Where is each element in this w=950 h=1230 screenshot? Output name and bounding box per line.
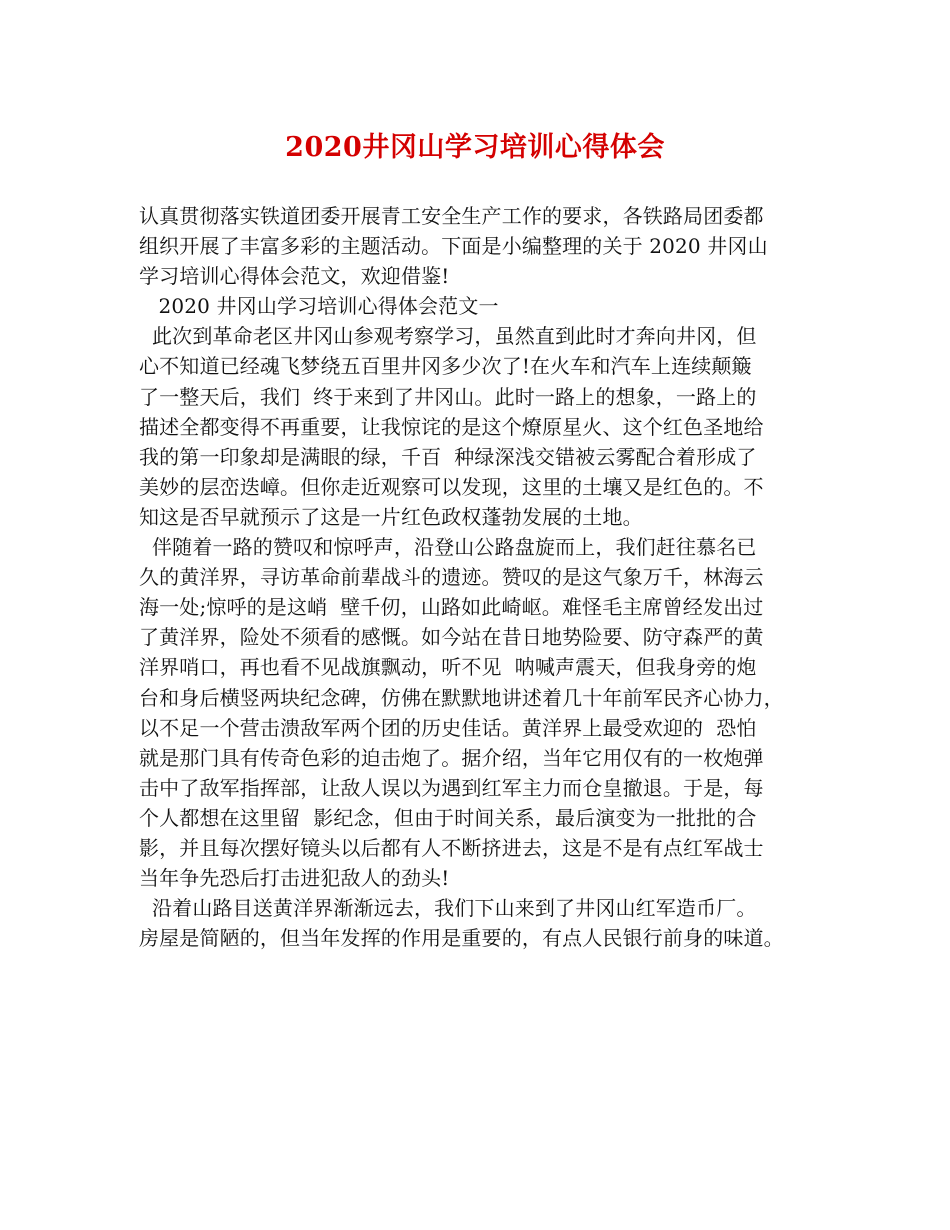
- text-line: 房屋是简陋的，但当年发挥的作用是重要的，有点人民银行前身的味道。: [139, 926, 784, 951]
- text-line: 个人都想在这里留 影纪念，但由于时间关系，最后演变为一批批的合: [139, 805, 757, 830]
- text-line: 影，并且每次摆好镜头以后都有人不断挤进去，这是不是有点红军战士: [139, 835, 764, 860]
- text-line: 沿着山路目送黄洋界渐渐远去，我们下山来到了井冈山红军造币厂。: [139, 896, 757, 921]
- text-line: 台和身后横竖两块纪念碑，仿佛在默默地讲述着几十年前军民齐心协力，: [139, 685, 784, 710]
- text-line: 此次到革命老区井冈山参观考察学习，虽然直到此时才奔向井冈，但: [139, 324, 757, 349]
- text-line: 海一处;惊呼的是这峭 壁千仞，山路如此崎岖。难怪毛主席曾经发出过: [139, 595, 764, 620]
- text-line: 描述全都变得不再重要，让我惊诧的是这个燎原星火、这个红色圣地给: [139, 414, 764, 439]
- document-body: [139, 201, 821, 953]
- text-line: 伴随着一路的赞叹和惊呼声，沿登山公路盘旋而上，我们赶往慕名已: [139, 535, 757, 560]
- text-line: 击中了敌军指挥部，让敌人误以为遇到红军主力而仓皇撤退。于是，每: [139, 775, 764, 800]
- text-line: 洋界哨口，再也看不见战旗飘动，听不见 呐喊声震天，但我身旁的炮: [139, 655, 757, 680]
- text-line: 当年争先恐后打击进犯敌人的劲头!: [139, 866, 450, 891]
- text-line: 知这是否早就预示了这是一片红色政权蓬勃发展的土地。: [139, 504, 643, 529]
- text-line: 以不足一个营击溃敌军两个团的历史佳话。黄洋界上最受欢迎的 恐怕: [139, 715, 757, 740]
- text-line: 就是那门具有传奇色彩的迫击炮了。据介绍，当年它用仅有的一枚炮弹: [139, 745, 764, 770]
- text-line: 认真贯彻落实铁道团委开展青工安全生产工作的要求，各铁路局团委都: [139, 204, 764, 228]
- text-line: 心不知道已经魂飞梦绕五百里井冈多少次了!在火车和汽车上连续颠簸: [139, 354, 752, 379]
- text-line: 久的黄洋界，寻访革命前辈战斗的遗迹。赞叹的是这气象万千，林海云: [139, 565, 764, 590]
- text-line: 2020 井冈山学习培训心得体会范文一: [139, 294, 499, 319]
- text-line: 美妙的层峦迭嶂。但你走近观察可以发现，这里的土壤又是红色的。不: [139, 474, 764, 499]
- text-line: 我的第一印象却是满眼的绿，千百 种绿深浅交错被云雾配合着形成了: [139, 444, 757, 469]
- page-title: 2020井冈山学习培训心得体会: [285, 132, 665, 163]
- text-line: 组织开展了丰富多彩的主题活动。下面是小编整理的关于 2020 井冈山: [139, 234, 768, 259]
- text-line: 了一整天后，我们 终于来到了井冈山。此时一路上的想象，一路上的: [139, 384, 757, 409]
- text-line: 学习培训心得体会范文，欢迎借鉴!: [139, 264, 450, 289]
- text-line: 了黄洋界，险处不须看的感慨。如今站在昔日地势险要、防守森严的黄: [139, 625, 764, 650]
